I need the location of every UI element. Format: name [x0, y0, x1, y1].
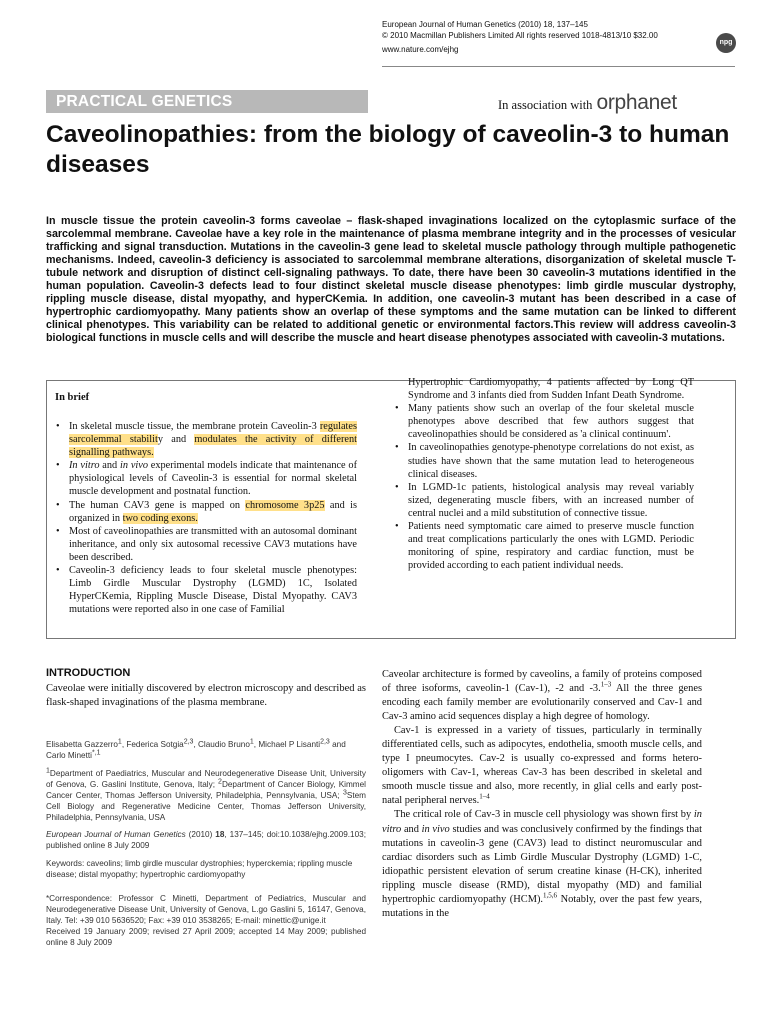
affil-number: 1: [46, 767, 50, 775]
brief-text: Caveolin-3 deficiency leads to four skeletal muscle phenotypes: Limb Girdle Muscular Dystrophy (LGMD) 1C, Isolated HyperCKemia, Rippling Muscle Disease, Distal Myopathy. CAV3 mutations were reported also in one case of Familial: [69, 565, 357, 616]
brief-text: and is organized in: [69, 499, 358, 524]
ref-citation: 1–4: [479, 792, 490, 801]
bullet-icon: •: [395, 521, 399, 533]
bullet-icon: •: [56, 565, 60, 577]
abstract: In muscle tissue the protein caveolin-3 forms caveolae – flask-shaped invaginations localized on the cytoplasmic surface of the sarcolemmal membrane. Caveolae have a key role in the maintenance of plasma membrane integrity and in the processes of vesicular trafficking and signal transduction. Mutations in the caveolin-3 gene lead to skeletal muscle pathology through multiple pathogenetic mechanisms. Indeed, caveolin-3 deficiency is associated to sarcolemmal membrane alterations, disorganization of skeletal muscle T-tubule network and disruption of distinct cell-signaling pathways. To date, there have been 30 caveolin-3 mutations identified in the human population. Caveolin-3 defects lead to four distinct skeletal muscle disease phenotypes: limb girdle muscular dystrophy, rippling muscle disease, distal myopathy, and hyperCKemia. In addition, one caveolin-3 mutant has been described in a case of hypertrophic cardiomyopathy. Many patients show an overlap of these symptoms and the same mutation can be linked to different clinical phenotypes. This variability can be related to additional genetic or environmental factors.This review will address caveolin-3 biological functions in muscle cells and will describe the muscle and heart disease phenotypes associated with caveolin-3 mutations.: [46, 215, 736, 345]
list-item: [394, 441, 694, 480]
npg-logo-icon: npg: [716, 33, 736, 53]
author-name: , Michael P Lisanti: [253, 740, 321, 749]
correspondence: [46, 893, 366, 948]
article-title: Caveolinopathies: from the biology of caveolin-3 to human diseases: [46, 121, 730, 178]
body-italic: in vivo: [421, 823, 450, 835]
brief-italic: in vivo: [119, 460, 148, 472]
list-item: [394, 402, 694, 441]
list-item: [55, 420, 357, 459]
body-text: All the three genes encoding each family member are evolutionarily conserved and Cav-1 and Cav-3 amino acid sequences display a high degree of homology.: [382, 683, 702, 723]
author-name: and Carlo Minetti: [46, 740, 346, 760]
ref-citation: 1–3: [600, 680, 612, 689]
bullet-icon: •: [395, 403, 399, 415]
affiliations: [46, 768, 366, 823]
citation-text: , 137–145; doi:10.1038/ejhg.2009.103; published online 8 July 2009: [46, 830, 366, 850]
section-label: PRACTICAL GENETICS: [56, 93, 233, 110]
author-name: , Federica Sotgia: [121, 740, 184, 749]
affil-ref: 2,3: [320, 738, 330, 746]
body-text: Cav-1 is expressed in a variety of tissues, particularly in terminally differentiated cells, such as adipocytes, endothelia, smooth muscle cells, and type I pneumocytes. Cav-2 is usually co-expressed and forms hetero-oligomers with Cav-1, whereas Cav-3 has been described in skeletal and smooth muscle tissue and also, more recently, in glial cells and early post-natal peripheral nerves.: [382, 725, 702, 807]
body-text: Notably, over the past few years, mutations in the: [382, 893, 702, 919]
brief-text: Many patients show such an overlap of the four skeletal muscle phenotypes above described that few authors suggest that caveolinopathies should be considered as 'a clinical continuum'.: [408, 403, 694, 441]
citation-text: (2010): [185, 830, 216, 839]
affil-ref: *,1: [91, 749, 101, 757]
body-paragraph: [382, 668, 702, 724]
bullet-icon: •: [56, 460, 60, 472]
article-citation: [46, 829, 366, 851]
list-item: [55, 564, 357, 616]
in-brief-list-left: [55, 420, 357, 616]
affil-text: Stem Cell Biology and Regenerative Medicine Center, Thomas Jefferson University, Philadelphia, Pennsylvania, USA: [46, 791, 366, 822]
list-item: [55, 525, 357, 564]
list-item: [394, 520, 694, 572]
citation-journal: European Journal of Human Genetics: [46, 830, 186, 839]
copyright-line: © 2010 Macmillan Publishers Limited All rights reserved 1018-4813/10 $32.00: [382, 30, 658, 40]
body-paragraph: [382, 808, 702, 920]
list-item: [394, 481, 694, 520]
body-paragraph: [382, 724, 702, 808]
affil-ref: 1: [249, 738, 254, 746]
affil-text: Department of Paediatrics, Muscular and Neurodegenerative Disease Unit, University of Genova, G. Gaslini Institute, Genova, Italy;: [46, 769, 366, 789]
author-name: Elisabetta Gazzerro: [46, 740, 118, 749]
received-dates: Received 19 January 2009; revised 27 April 2009; accepted 14 May 2009; published online 8 July 2009: [46, 927, 366, 947]
brief-text: Most of caveolinopathies are transmitted with an autosomal dominant inheritance, and only six autosomal recessive CAV3 mutations have been described.: [69, 525, 357, 563]
affil-text: Department of Cancer Biology, Kimmel Cancer Center, Thomas Jefferson University, Philadelphia, Pennsylvania, USA;: [46, 780, 366, 800]
section-label-band: [46, 90, 368, 113]
body-text: and: [401, 823, 422, 835]
in-brief-title: In brief: [55, 392, 90, 403]
body-text: The critical role of Cav-3 in muscle cell physiology was shown first by: [394, 809, 694, 821]
bullet-icon: •: [56, 499, 60, 511]
bullet-icon: •: [56, 421, 60, 432]
highlight: two coding exons.: [122, 512, 198, 524]
body-text: Caveolar architecture is formed by caveolins, a family of proteins composed of three isoforms, caveolin-1 (Cav-1), -2 and -3.: [382, 669, 702, 695]
highlight: chromosome 3p25: [245, 499, 325, 511]
affil-number: 3: [342, 789, 347, 797]
introduction-paragraph: Caveolae were initially discovered by electron microscopy and described as flask-shaped invaginations of the plasma membrane.: [46, 683, 366, 708]
bullet-icon: •: [56, 525, 60, 537]
journal-url[interactable]: www.nature.com/ejhg: [382, 45, 459, 54]
affil-ref: 1: [117, 738, 122, 746]
brief-text: Patients need symptomatic care aimed to preserve muscle function and treat complications particularly the ones with LGMD. Periodic monitoring of spine, respiratory and cardiac function, must be provided according to each patient individual needs.: [408, 521, 694, 572]
brief-text: The human CAV3 gene is mapped on: [69, 499, 246, 511]
list-item: [55, 459, 357, 498]
keywords: Keywords: caveolins; limb girdle muscular dystrophies; hyperckemia; rippling muscle disease; distal myopathy; hypertrophic cardiomyopathy: [46, 859, 353, 879]
orphanet-logo: orphanet: [596, 91, 677, 114]
ref-citation: 1,5,6: [543, 891, 557, 900]
journal-citation-line: European Journal of Human Genetics (2010) 18, 137–145: [382, 20, 588, 29]
brief-text: experimental models indicate that maintenance of physiological levels of Caveolin-3 is essential for normal skeletal muscle development and postnatal function.: [69, 460, 358, 498]
affil-number: 2: [218, 778, 222, 786]
list-item: [55, 499, 357, 525]
list-item-continued: [394, 376, 694, 402]
brief-text: In LGMD-1c patients, histological analysis may reveal variably sized, degenerating muscle fibers, with an increased number of central nuclei and a mild substitution of connective tissue.: [408, 481, 694, 519]
author-list: [46, 739, 366, 761]
brief-italic: In vitro: [69, 460, 100, 472]
affil-ref: 2,3: [183, 738, 194, 746]
body-column-right: [382, 668, 702, 921]
highlight: regulates sarcolemmal stabilit: [69, 421, 357, 446]
highlight: modulates the activity of different signalling pathways.: [69, 434, 358, 459]
association-line: [498, 91, 738, 115]
brief-text: y and: [157, 434, 195, 446]
in-brief-list-right: [394, 376, 694, 572]
journal-header: [382, 20, 712, 56]
introduction-heading: INTRODUCTION: [46, 667, 131, 679]
correspondence-text: *Correspondence: Professor C Minetti, Department of Pediatrics, Muscular and Neurodegenerative Disease Unit, University of Genova, L.go Gaslini 5, 16147, Genova, Italy. Tel: +39 010 5636520; Fax: +39 010 3538265; E-mail: minettic@unige.it: [46, 894, 366, 925]
association-label: In association with: [498, 98, 593, 112]
bullet-icon: •: [395, 481, 399, 493]
body-text: studies and was conclusively confirmed by the findings that mutations in caveolin-3 gene (CAV3) lead to distinct neuromuscular and cardiac disorders such as Limb Girdle Muscular Dystrophy (LGMD) 1-C, idiopathic persistent elevation of serum creatine kinase (H-CK), inherited rippling muscle disease (RMD), distal myopathy (MD) and familial hypertrophic cardiomyopathy (HCM).: [382, 823, 702, 905]
brief-text: In caveolinopathies genotype-phenotype correlations do not exist, as studies have shown that the same mutation lead to heterogeneous clinical diseases.: [408, 442, 694, 480]
citation-volume: 18: [215, 830, 225, 839]
brief-text: Hypertrophic Cardiomyopathy, 4 patients affected by Long QT Syndrome and 3 infants died from Sudden Infant Death Syndrome.: [408, 377, 694, 402]
brief-text: and: [99, 460, 120, 472]
bullet-icon: •: [395, 442, 399, 454]
brief-text: In skeletal muscle tissue, the membrane protein Caveolin-3: [69, 421, 320, 432]
body-italic: in vitro: [382, 809, 702, 835]
header-divider: [382, 66, 735, 67]
author-name: , Claudio Bruno: [193, 740, 250, 749]
